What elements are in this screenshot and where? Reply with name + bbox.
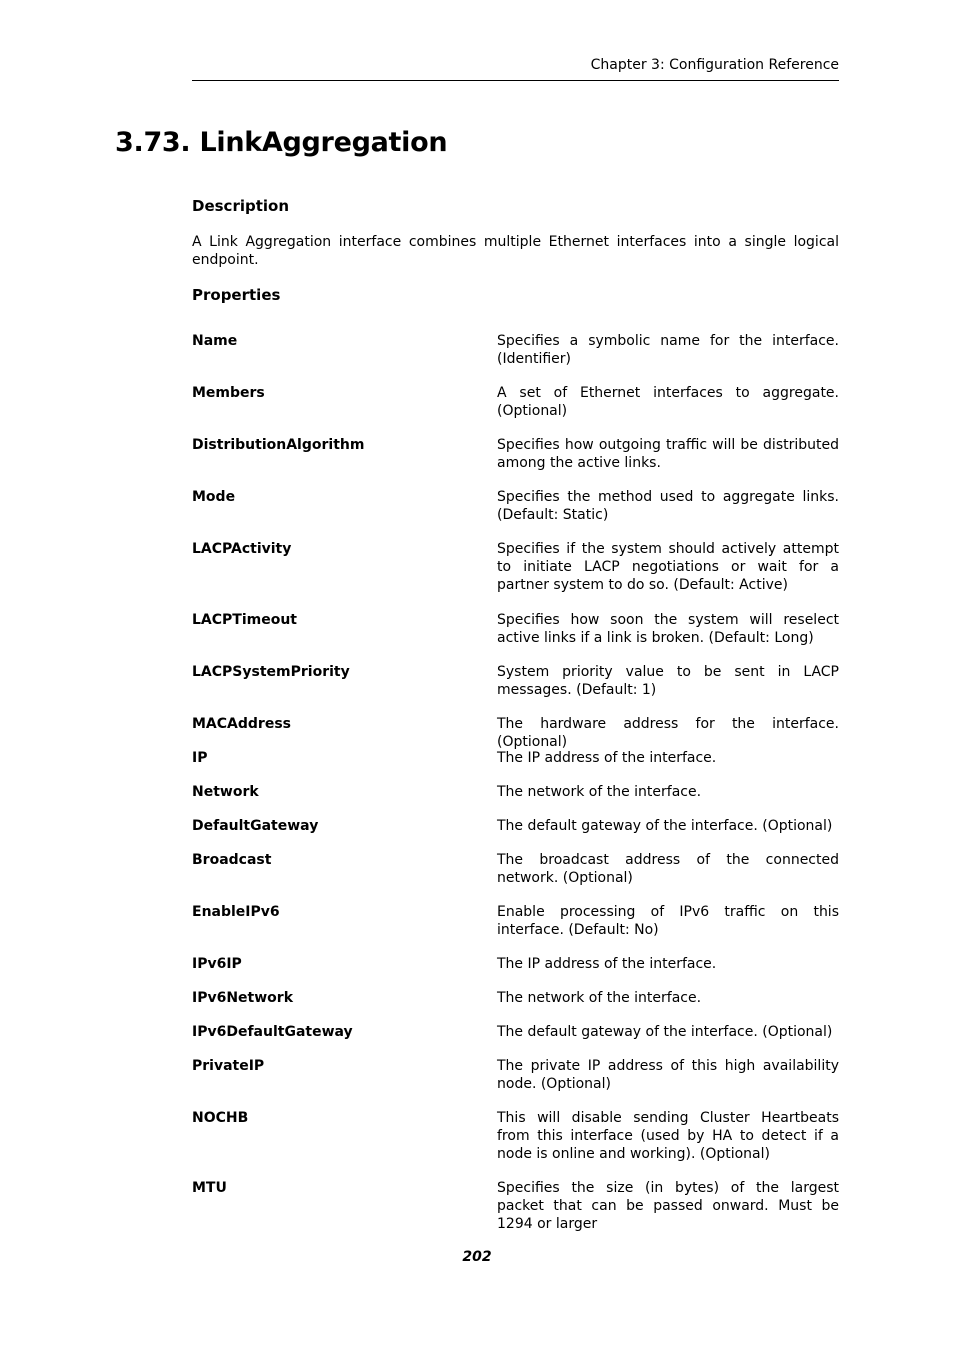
property-name: IPv6IP: [192, 956, 242, 972]
property-name: LACPSystemPriority: [192, 664, 350, 680]
property-name: Mode: [192, 489, 236, 505]
property-description: The private IP address of this high availability node. (Optional): [497, 1058, 839, 1092]
property-description: The broadcast address of the connected network. (Optional): [497, 852, 839, 886]
property-name: Network: [192, 784, 259, 800]
header-rule: [192, 80, 839, 81]
property-name: EnableIPv6: [192, 904, 280, 920]
properties-heading: Properties: [192, 286, 281, 304]
property-name: IP: [192, 750, 208, 766]
property-description: The network of the interface.: [497, 990, 702, 1006]
property-description: The network of the interface.: [497, 784, 702, 800]
description-heading: Description: [192, 197, 290, 215]
property-name: Name: [192, 333, 238, 349]
property-name: DefaultGateway: [192, 818, 319, 834]
property-description: System priority value to be sent in LACP messages. (Default: 1): [497, 664, 839, 698]
property-description: Enable processing of IPv6 traffic on this interface. (Default: No): [497, 904, 839, 938]
property-description: Specifies the size (in bytes) of the largest packet that can be passed onward. Must be 1294 or larger: [497, 1180, 839, 1232]
property-description: Specifies the method used to aggregate links. (Default: Static): [497, 489, 839, 523]
property-description: Specifies if the system should actively attempt to initiate LACP negotiations or wait for a partner system to do so. (Default: Active): [497, 541, 839, 593]
property-description: The IP address of the interface.: [497, 956, 717, 972]
property-description: The hardware address for the interface. (Optional): [497, 716, 839, 750]
section-title: 3.73. LinkAggregation: [115, 127, 448, 158]
property-description: A set of Ethernet interfaces to aggregate. (Optional): [497, 385, 839, 419]
page-number: 202: [462, 1249, 492, 1265]
running-header: Chapter 3: Configuration Reference: [590, 57, 839, 73]
property-description: Specifies how outgoing traffic will be distributed among the active links.: [497, 437, 839, 471]
description-text: A Link Aggregation interface combines multiple Ethernet interfaces into a single logical endpoint.: [192, 234, 839, 268]
property-description: Specifies a symbolic name for the interface. (Identifier): [497, 333, 839, 367]
property-name: Broadcast: [192, 852, 272, 868]
property-name: IPv6DefaultGateway: [192, 1024, 353, 1040]
property-name: IPv6Network: [192, 990, 294, 1006]
property-description: The IP address of the interface.: [497, 750, 717, 766]
property-name: LACPActivity: [192, 541, 292, 557]
property-description: This will disable sending Cluster Heartbeats from this interface (used by HA to detect if a node is online and working). (Optional): [497, 1110, 839, 1162]
property-name: MTU: [192, 1180, 227, 1196]
property-name: DistributionAlgorithm: [192, 437, 365, 453]
property-name: PrivateIP: [192, 1058, 265, 1074]
property-description: Specifies how soon the system will reselect active links if a link is broken. (Default: Long): [497, 612, 839, 646]
property-description: The default gateway of the interface. (Optional): [497, 818, 833, 834]
property-name: NOCHB: [192, 1110, 249, 1126]
property-name: Members: [192, 385, 265, 401]
property-name: LACPTimeout: [192, 612, 297, 628]
property-name: MACAddress: [192, 716, 291, 732]
property-description: The default gateway of the interface. (Optional): [497, 1024, 833, 1040]
